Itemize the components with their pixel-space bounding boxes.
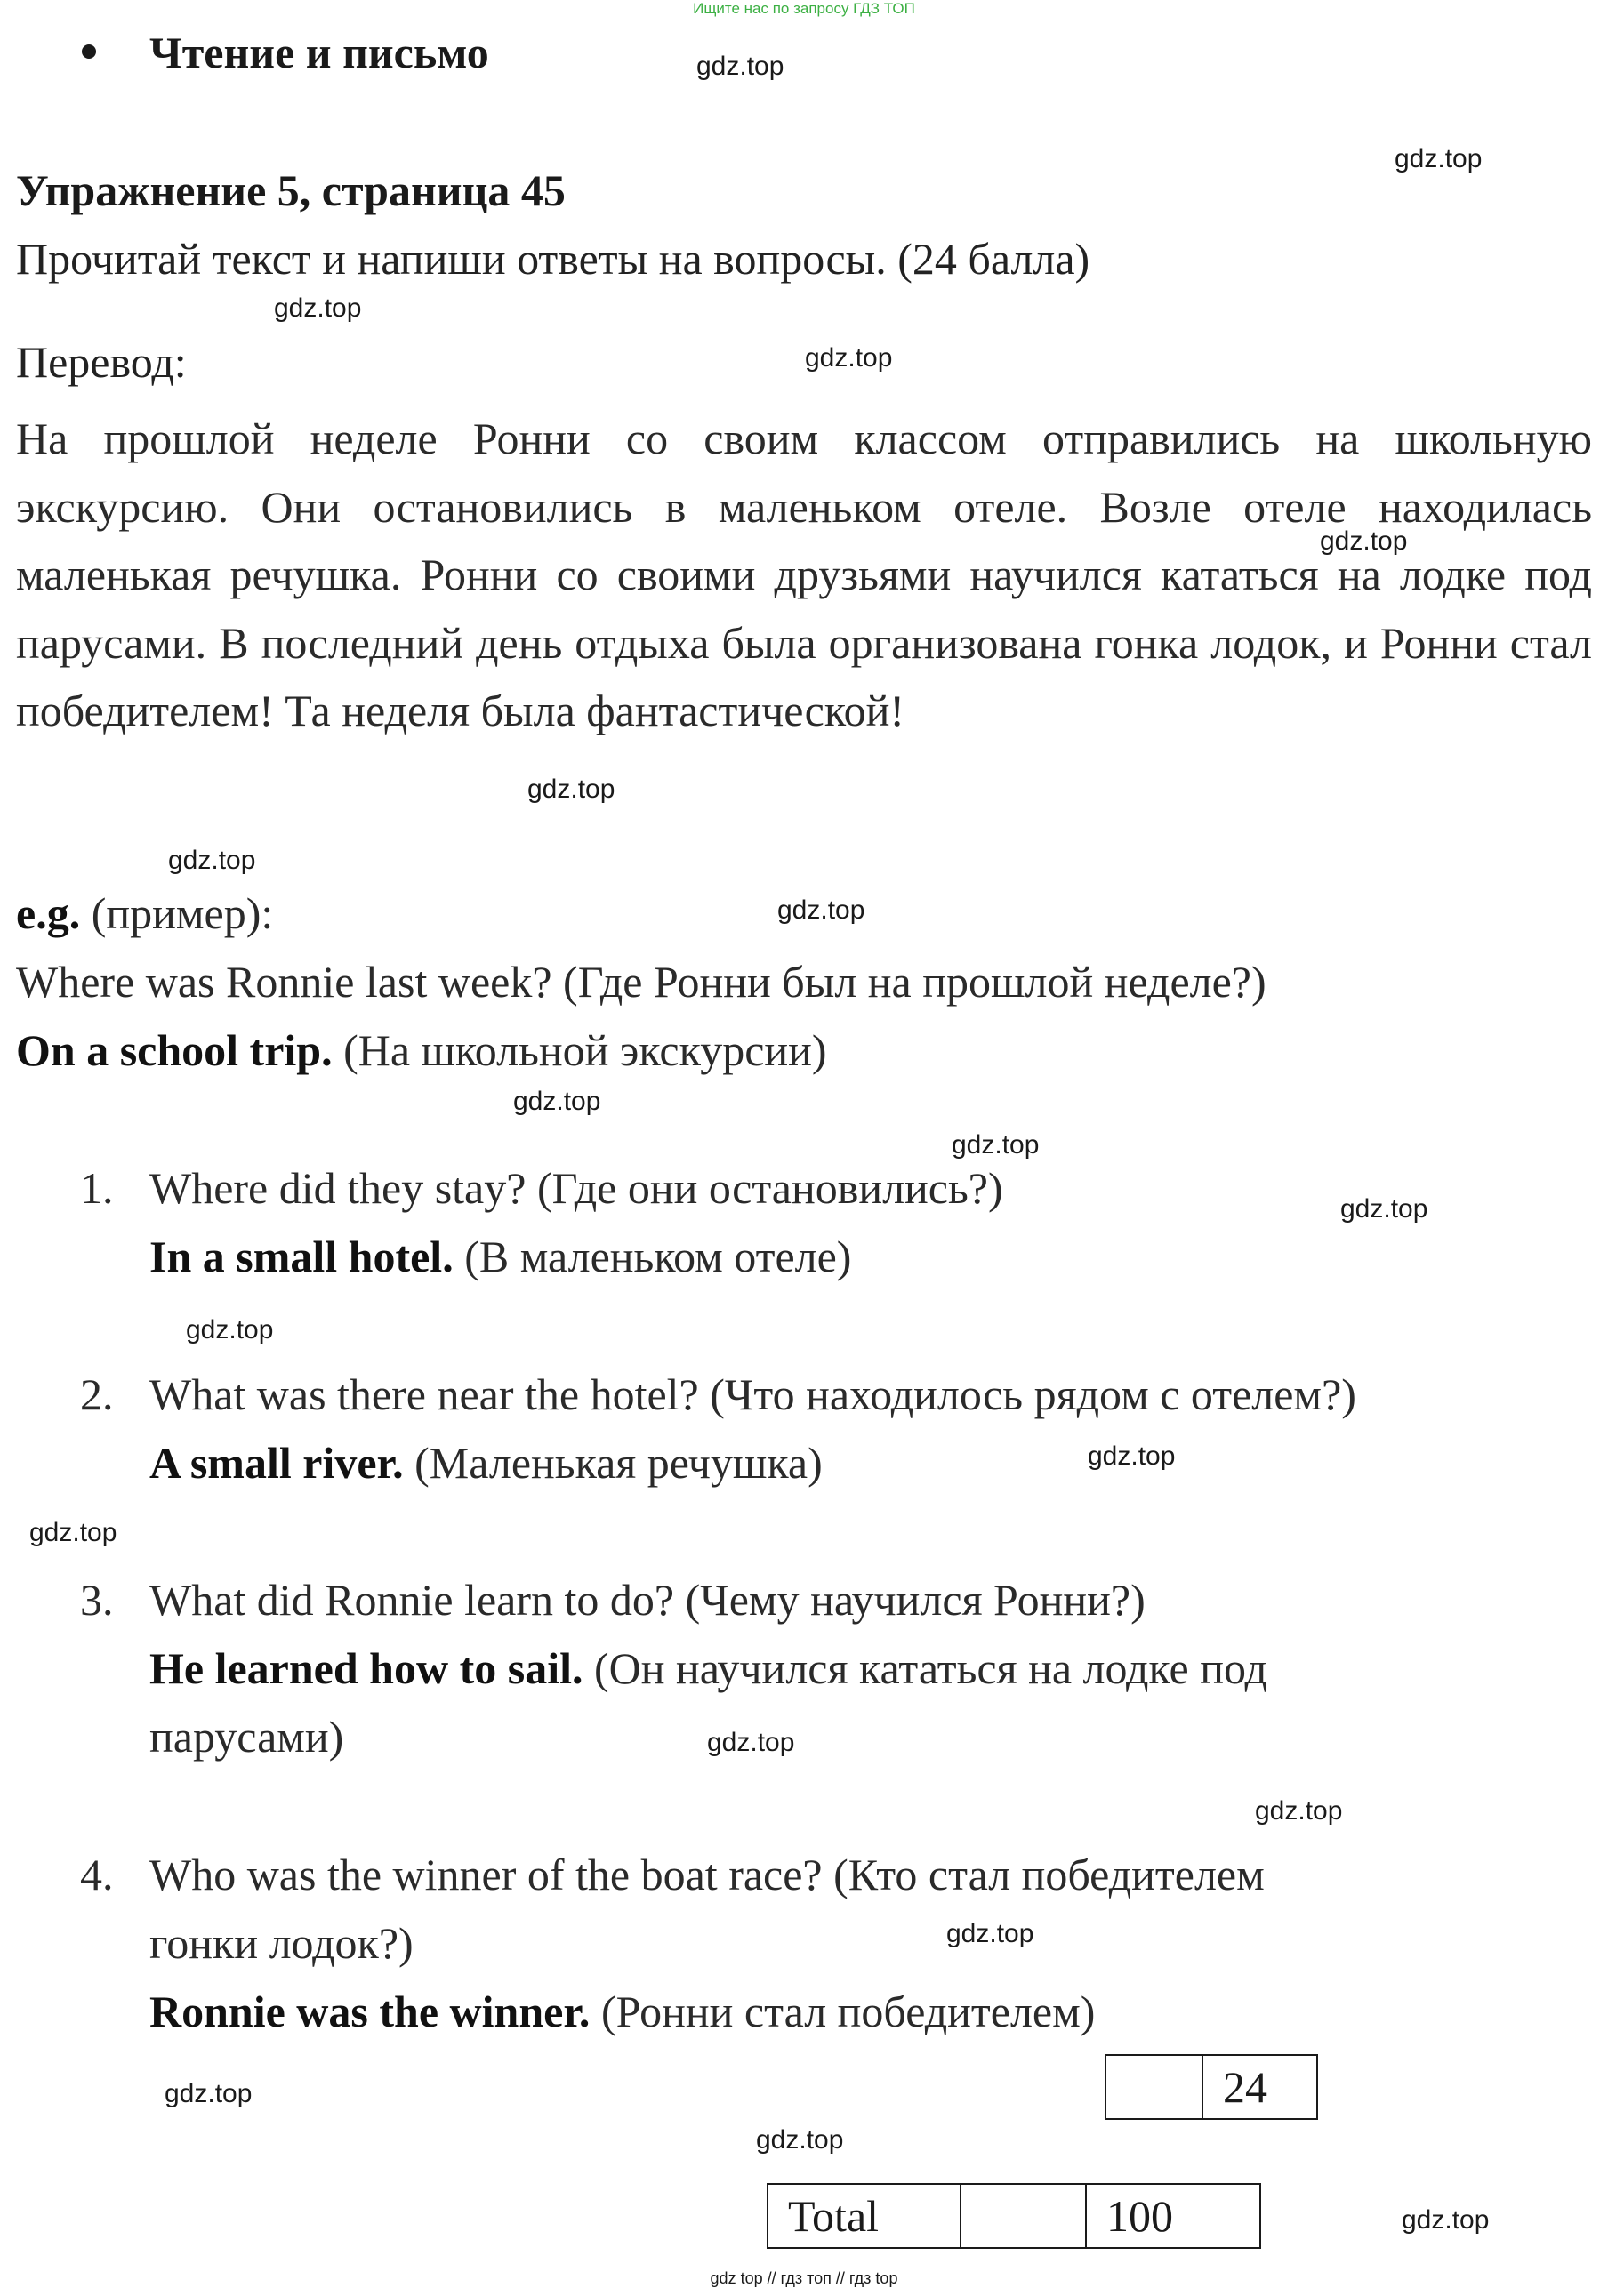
- example-label-bold: e.g.: [16, 888, 81, 938]
- section-heading: Чтение и письмо: [149, 28, 489, 77]
- watermark: gdz.top: [1395, 144, 1483, 173]
- item-answer: [149, 1437, 823, 1489]
- watermark: gdz.top: [1402, 2205, 1490, 2235]
- translation-label: Перевод:: [16, 337, 187, 387]
- watermark: gdz.top: [756, 2125, 844, 2155]
- item-answer-ru: (В маленьком отеле): [453, 1232, 852, 1281]
- item-number: 2.: [80, 1369, 114, 1419]
- example-label-rest: (пример):: [80, 888, 274, 938]
- watermark: gdz.top: [805, 343, 893, 373]
- watermark: gdz.top: [952, 1130, 1040, 1160]
- item-number: 3.: [80, 1575, 114, 1625]
- task-instruction: Прочитай текст и напиши ответы на вопросы. (24 балла): [16, 234, 1090, 284]
- item-question-en: Where did they stay?: [149, 1163, 527, 1213]
- watermark: gdz.top: [777, 895, 865, 925]
- item-number: 4.: [80, 1850, 114, 1899]
- item-answer: [149, 1642, 1267, 1694]
- score-max-cell: 24: [1202, 2055, 1317, 2119]
- watermark: gdz.top: [707, 1728, 795, 1757]
- watermark: gdz.top: [186, 1315, 274, 1345]
- example-question-ru: (Где Ронни был на прошлой неделе?): [551, 957, 1266, 1007]
- watermark: gdz.top: [165, 2079, 253, 2108]
- item-answer: [149, 1986, 1095, 2037]
- example-question-en: Where was Ronnie last week?: [16, 957, 552, 1007]
- total-max-cell: 100: [1086, 2184, 1260, 2248]
- item-question-continued: гонки лодок?): [149, 1918, 414, 1968]
- bullet-icon: [82, 44, 96, 59]
- translation-paragraph: На прошлой неделе Ронни со своим классом отправились на школьную экскурсию. Они остановились в маленьком отеле. Возле отеле находилась маленькая речушка. Ронни со своими друзьями научился кататься на лодке под парусами. В последний день отдыха была организована гонка лодок, и Ронни стал победителем! Та неделя была фантастической!: [16, 413, 1592, 735]
- item-question-en: Who was the winner of the boat race?: [149, 1850, 823, 1899]
- item-answer-ru: (Ронни стал победителем): [590, 1987, 1096, 2036]
- item-number: 1.: [80, 1163, 114, 1213]
- example-answer: [16, 1024, 827, 1076]
- total-earned-cell: [961, 2184, 1086, 2248]
- watermark: gdz.top: [29, 1518, 117, 1547]
- score-box: [1105, 2054, 1318, 2120]
- total-label-cell: Total: [768, 2184, 961, 2248]
- item-answer-en: Ronnie was the winner.: [149, 1987, 591, 2036]
- item-answer-continued: парусами): [149, 1712, 344, 1762]
- example-label: [16, 887, 273, 939]
- item-question: [149, 1849, 1265, 1900]
- watermark: gdz.top: [1320, 526, 1408, 556]
- top-banner: Ищите нас по запросу ГДЗ ТОП: [693, 0, 915, 17]
- total-box: [767, 2183, 1261, 2249]
- watermark: gdz.top: [513, 1087, 601, 1116]
- item-answer: [149, 1231, 851, 1282]
- item-answer-en: A small river.: [149, 1438, 404, 1488]
- item-question: [149, 1162, 1003, 1214]
- item-question-en: What was there near the hotel?: [149, 1369, 699, 1419]
- item-answer-en: He learned how to sail.: [149, 1643, 583, 1693]
- watermark: gdz.top: [946, 1919, 1034, 1948]
- watermark: gdz.top: [1340, 1194, 1428, 1224]
- watermark: gdz.top: [696, 52, 784, 81]
- item-answer-ru: (Маленькая речушка): [403, 1438, 823, 1488]
- example-answer-en: On a school trip.: [16, 1025, 333, 1075]
- watermark: gdz.top: [1255, 1796, 1343, 1826]
- watermark: gdz.top: [1088, 1441, 1176, 1471]
- item-question: [149, 1369, 1356, 1420]
- watermark: gdz.top: [168, 846, 256, 875]
- example-answer-ru: (На школьной экскурсии): [332, 1025, 827, 1075]
- item-answer-en: In a small hotel.: [149, 1232, 454, 1281]
- watermark: gdz.top: [527, 775, 615, 804]
- score-earned-cell: [1106, 2055, 1202, 2119]
- example-question: [16, 956, 1266, 1008]
- exercise-heading: Упражнение 5, страница 45: [16, 165, 566, 215]
- footer: gdz top // гдз топ // гдз top: [710, 2269, 898, 2287]
- item-question-ru: (Что находилось рядом с отелем?): [698, 1369, 1356, 1419]
- item-question-en: What did Ronnie learn to do?: [149, 1575, 675, 1625]
- item-question-ru: (Кто стал победителем: [822, 1850, 1265, 1899]
- item-question: [149, 1574, 1146, 1626]
- item-question-ru: (Где они остановились?): [526, 1163, 1003, 1213]
- watermark: gdz.top: [274, 293, 362, 323]
- item-answer-ru: (Он научился кататься на лодке под: [583, 1643, 1267, 1693]
- item-question-ru: (Чему научился Ронни?): [674, 1575, 1146, 1625]
